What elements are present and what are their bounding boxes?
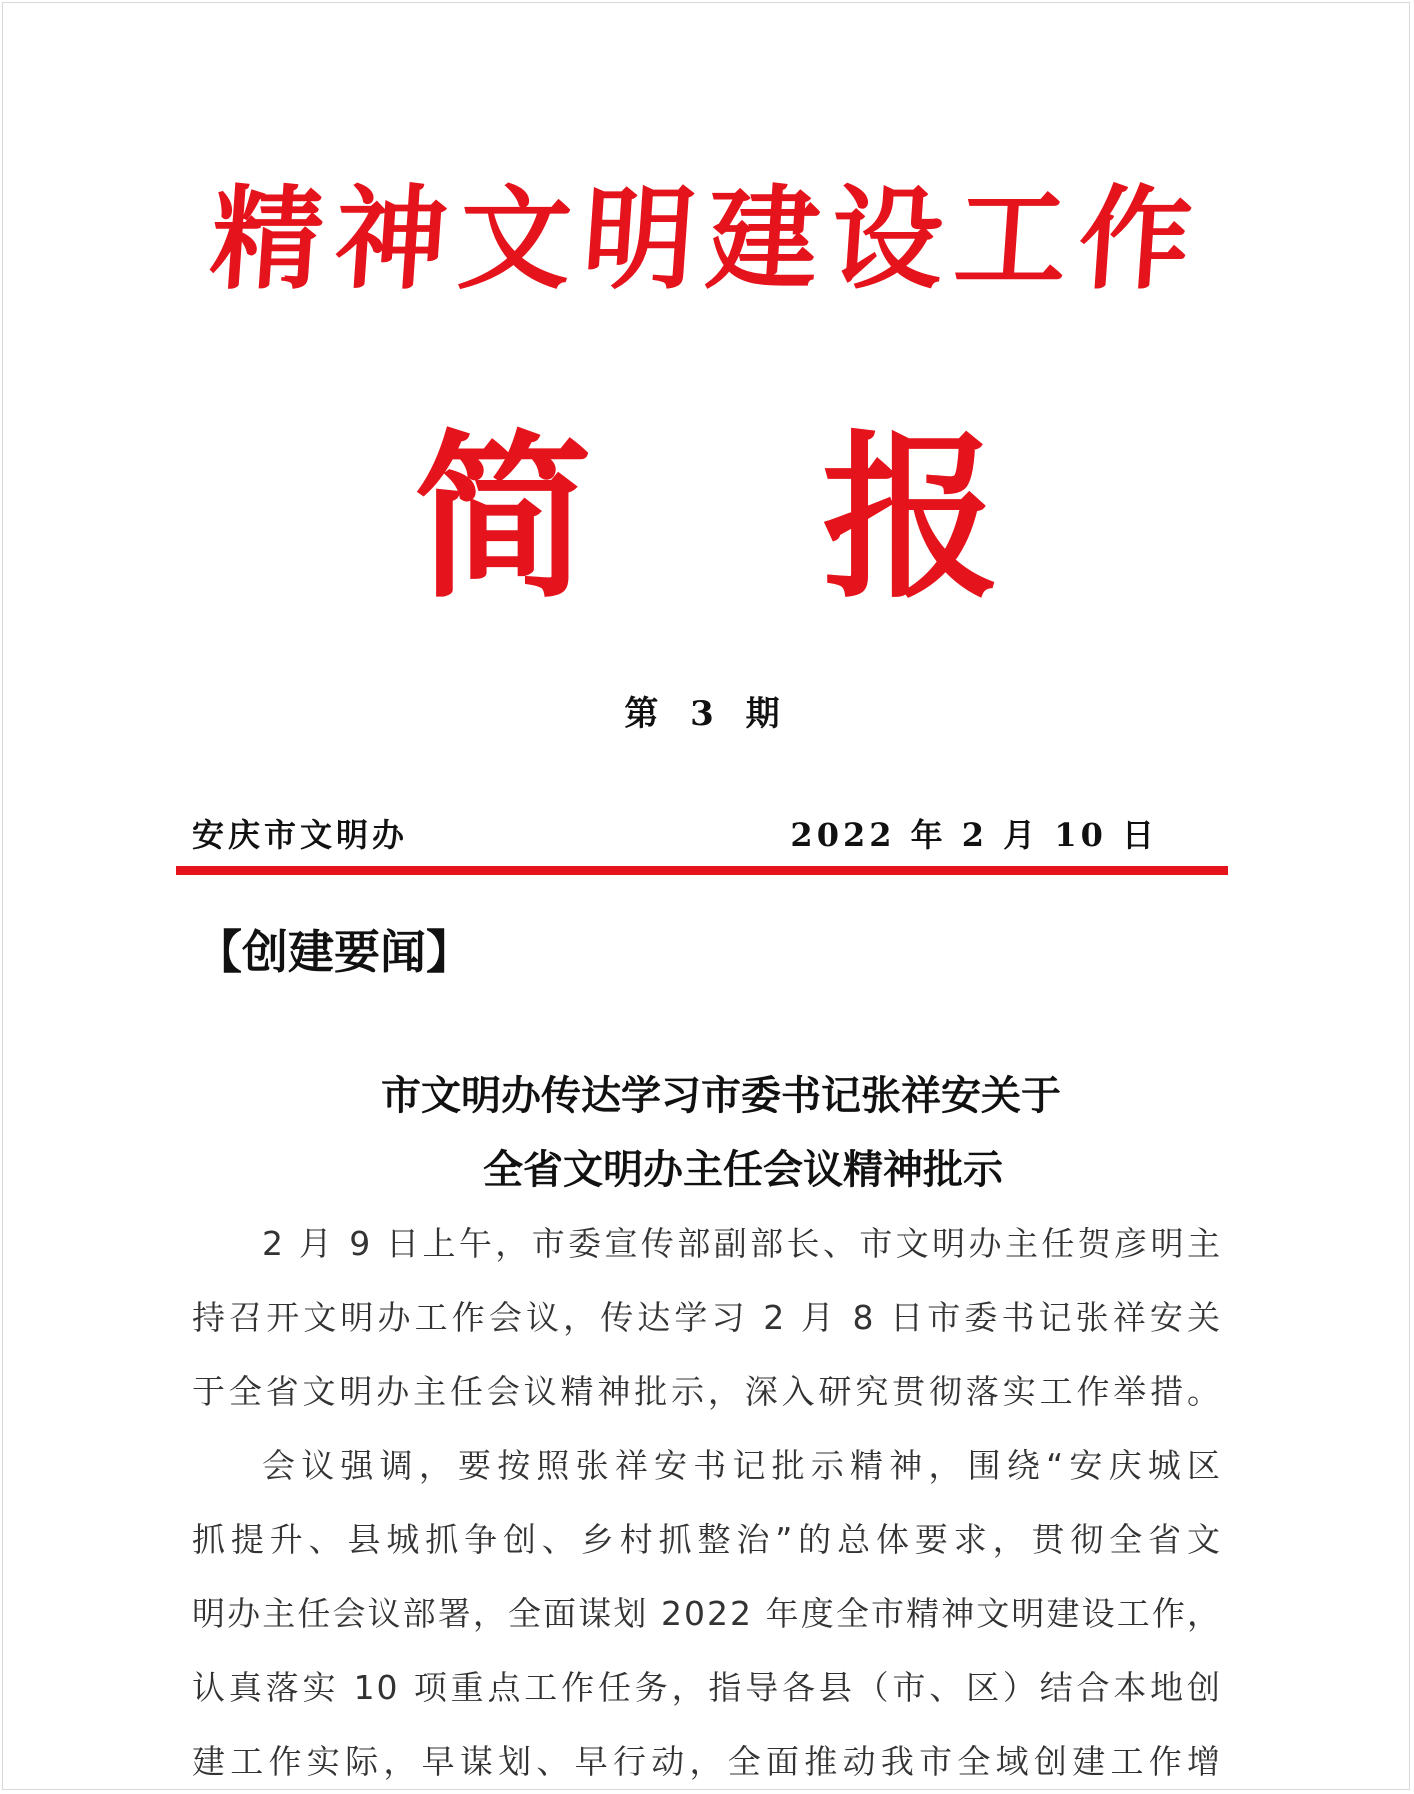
brief-char-2: 报 <box>822 421 1000 619</box>
body-line: 持召开文明办工作会议，传达学习 2 月 8 日市委书记张祥安关 <box>192 1298 1222 1337</box>
body-line: 会议强调，要按照张祥安书记批示精神，围绕“安庆城区 <box>262 1446 1222 1485</box>
masthead-title: 精神文明建设工作 <box>206 174 1208 305</box>
body-line: 2 月 9 日上午，市委宣传部副部长、市文明办主任贺彦明主 <box>262 1224 1222 1263</box>
body-line: 明办主任会议部署，全面谋划 2022 年度全市精神文明建设工作， <box>192 1594 1222 1633</box>
issue-number: 第 3 期 <box>624 694 790 734</box>
article-title-line-1: 市文明办传达学习市委书记张祥安关于 <box>381 1072 1061 1119</box>
issuer: 安庆市文明办 <box>192 816 409 854</box>
brief-title <box>0 420 1414 620</box>
body-line: 于全省文明办主任会议精神批示，深入研究贯彻落实工作举措。 <box>192 1372 1222 1411</box>
body-line: 抓提升、县城抓争创、乡村抓整治”的总体要求，贯彻全省文 <box>192 1520 1222 1559</box>
header-divider <box>176 866 1228 875</box>
brief-char-1: 简 <box>414 421 592 619</box>
body-line: 建工作实际，早谋划、早行动，全面推动我市全域创建工作增 <box>192 1742 1222 1781</box>
body-line: 认真落实 10 项重点工作任务，指导各县（市、区）结合本地创 <box>192 1668 1222 1707</box>
section-heading: 【创建要闻】 <box>196 925 472 979</box>
issue-date: 2022 年 2 月 10 日 <box>790 816 1158 854</box>
article-title-line-2: 全省文明办主任会议精神批示 <box>483 1146 1003 1193</box>
